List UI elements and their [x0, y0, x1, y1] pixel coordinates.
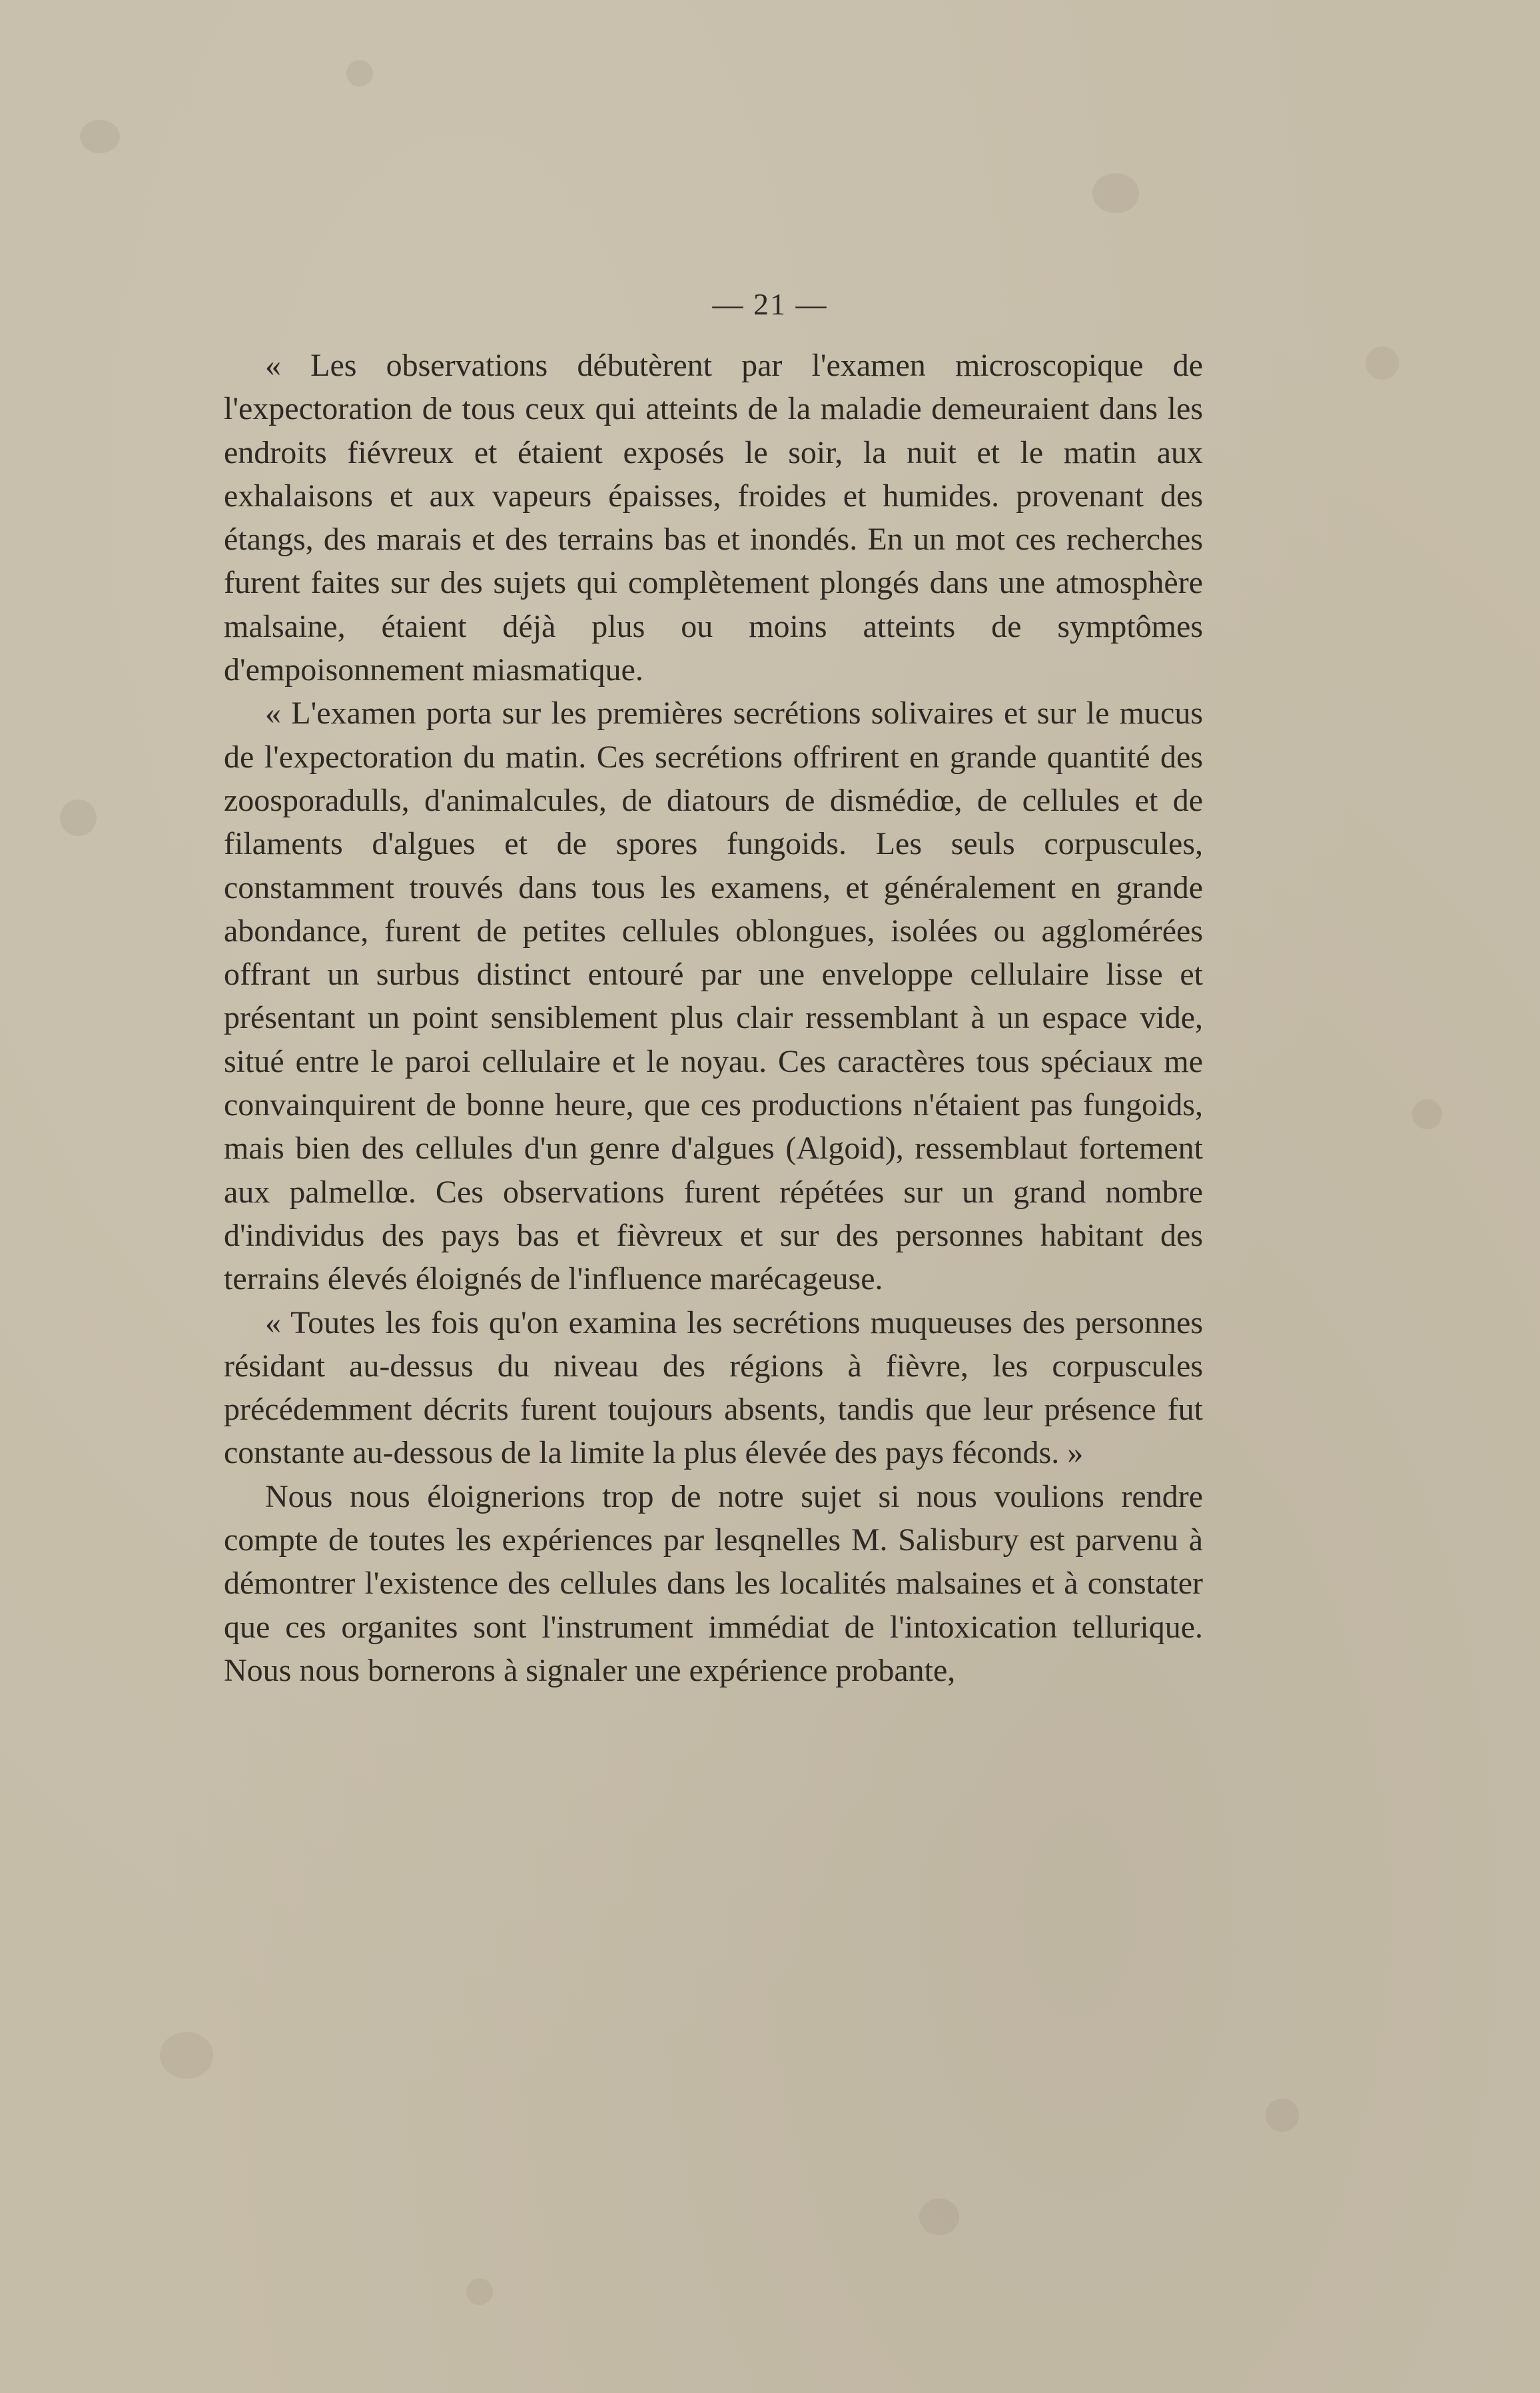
paper-stain — [1365, 346, 1399, 380]
paper-stain — [346, 60, 373, 87]
paper-stain — [1092, 173, 1139, 213]
paragraph: « Toutes les fois qu'on examina les secrétions muqueuses des personnes résidant au-dessus du niveau des régions à fièvre, les corpuscules précédemment décrits furent toujours absents, tandis que leur présence fut constante au-dessous de la limite la plus élevée des pays féconds. » — [224, 1304, 1203, 1471]
paper-stain — [80, 120, 120, 153]
paragraph: « Les observations débutèrent par l'examen microscopique de l'expectoration de tous ceux qui atteints de la maladie demeuraient dans les endroits fiévreux et étaient exposés le soir, la nuit et le matin aux exhalaisons et aux vapeurs épaisses, froides et humides. provenant des étangs, des marais et des terrains bas et inondés. En un mot ces recherches furent faites sur des sujets qui complètement plongés dans une atmosphère malsaine, étaient déjà plus ou moins atteints de symptômes d'empoisonnement miasmatique. — [224, 348, 1203, 688]
paragraph: « L'examen porta sur les premières secrétions solivaires et sur le mucus de l'expectoration du matin. Ces secrétions offrirent en grande quantité des zoosporadulls, d'animalcules, de diatours de dismédiœ, de cellules et de filaments d'algues et de spores fungoids. Les seuls corpuscules, constamment trouvés dans tous les examens, et généralement en grande abondance, furent de petites cellules oblongues, isolées ou agglomérées offrant un surbus distinct entouré par une enveloppe cellulaire lisse et présentant un point sensiblement plus clair ressemblant à un espace vide, situé entre le paroi cellulaire et le noyau. Ces caractères tous spéciaux me convainquirent de bonne heure, que ces productions n'étaient pas fungoids, mais bien des cellules d'un genre d'algues (Algoid), ressemblaut fortement aux palmellœ. Ces observations furent répétées sur un grand nombre d'individus des pays bas et fièvreux et sur des personnes habitant des terrains élevés éloignés de l'influence marécageuse. — [224, 696, 1203, 1297]
paper-stain — [1412, 1099, 1442, 1129]
page-number: — 21 — — [712, 287, 828, 321]
paper-stain — [1266, 2099, 1299, 2132]
paper-stain — [160, 2032, 213, 2079]
paragraph: Nous nous éloignerions trop de notre sujet si nous voulions rendre compte de toutes les expériences par lesqnelles M. Salisbury est parvenu à démontrer l'existence des cellules dans les localités malsaines et à constater que ces organites sont l'instrument immédiat de l'intoxication tellurique. Nous nous bornerons à signaler une expérience probante, — [224, 1478, 1203, 1688]
paper-stain — [466, 2278, 493, 2305]
paper-stain — [60, 799, 97, 836]
paper-stain — [919, 2198, 959, 2235]
body-text — [224, 344, 1203, 1692]
